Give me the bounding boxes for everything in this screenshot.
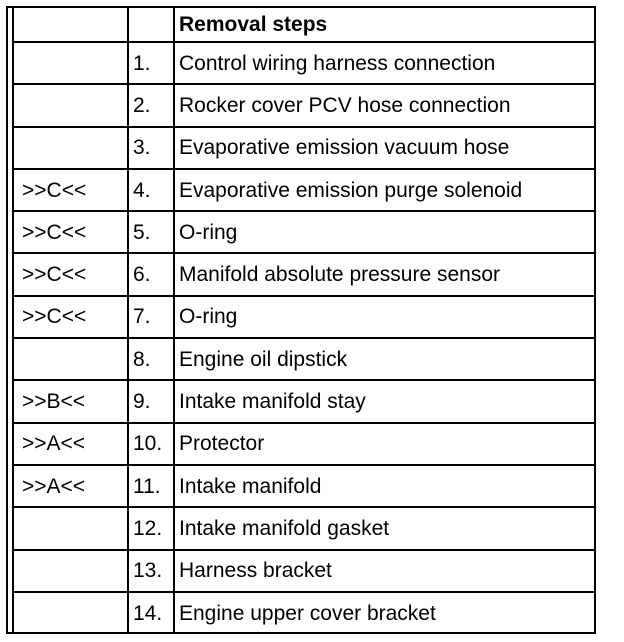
table-row	[14, 169, 594, 211]
step-number-cell: 7.	[128, 296, 174, 338]
step-reference-cell: >>C<<	[14, 253, 128, 295]
step-number-cell: 8.	[128, 338, 174, 380]
step-number-cell: 12.	[128, 507, 174, 549]
header-ref-cell	[14, 8, 128, 42]
step-number-cell: 2.	[128, 84, 174, 126]
step-number-cell: 14.	[128, 592, 174, 634]
step-description-cell: Intake manifold gasket	[174, 507, 594, 549]
table-row	[14, 211, 594, 253]
table-row	[14, 507, 594, 549]
step-reference-cell: >>C<<	[14, 169, 128, 211]
table-row	[14, 253, 594, 295]
step-description-cell: Intake manifold stay	[174, 380, 594, 422]
step-reference-cell: >>A<<	[14, 465, 128, 507]
table-row	[14, 380, 594, 422]
step-reference-cell: >>A<<	[14, 423, 128, 465]
step-description-cell: Protector	[174, 423, 594, 465]
step-reference-cell	[14, 592, 128, 634]
step-number-cell: 6.	[128, 253, 174, 295]
table-row	[14, 42, 594, 84]
step-reference-cell: >>B<<	[14, 380, 128, 422]
step-description-cell: Manifold absolute pressure sensor	[174, 253, 594, 295]
step-description-cell: Evaporative emission purge solenoid	[174, 169, 594, 211]
step-number-cell: 5.	[128, 211, 174, 253]
step-reference-cell: >>C<<	[14, 296, 128, 338]
step-number-cell: 1.	[128, 42, 174, 84]
table-row	[14, 465, 594, 507]
step-description-cell: Intake manifold	[174, 465, 594, 507]
step-description-cell: O-ring	[174, 211, 594, 253]
table-row	[14, 127, 594, 169]
step-number-cell: 13.	[128, 550, 174, 592]
step-description-cell: Engine oil dipstick	[174, 338, 594, 380]
step-description-cell: O-ring	[174, 296, 594, 338]
step-description-cell: Evaporative emission vacuum hose	[174, 127, 594, 169]
step-reference-cell	[14, 550, 128, 592]
table-header-row	[14, 8, 594, 42]
step-description-cell: Control wiring harness connection	[174, 42, 594, 84]
header-num-cell	[128, 8, 174, 42]
table-row	[14, 550, 594, 592]
table-row	[14, 592, 594, 634]
step-number-cell: 10.	[128, 423, 174, 465]
table-row	[14, 84, 594, 126]
step-number-cell: 9.	[128, 380, 174, 422]
step-number-cell: 11.	[128, 465, 174, 507]
step-reference-cell	[14, 507, 128, 549]
step-reference-cell	[14, 127, 128, 169]
step-reference-cell	[14, 42, 128, 84]
step-number-cell: 4.	[128, 169, 174, 211]
header-removal-steps: Removal steps	[174, 8, 594, 42]
step-description-cell: Harness bracket	[174, 550, 594, 592]
step-reference-cell: >>C<<	[14, 211, 128, 253]
step-description-cell: Rocker cover PCV hose connection	[174, 84, 594, 126]
table-row	[14, 423, 594, 465]
step-reference-cell	[14, 84, 128, 126]
table-row	[14, 338, 594, 380]
removal-steps-body	[14, 8, 594, 634]
removal-steps-table	[14, 8, 594, 634]
table-row	[14, 296, 594, 338]
step-reference-cell	[14, 338, 128, 380]
step-number-cell: 3.	[128, 127, 174, 169]
step-description-cell: Engine upper cover bracket	[174, 592, 594, 634]
